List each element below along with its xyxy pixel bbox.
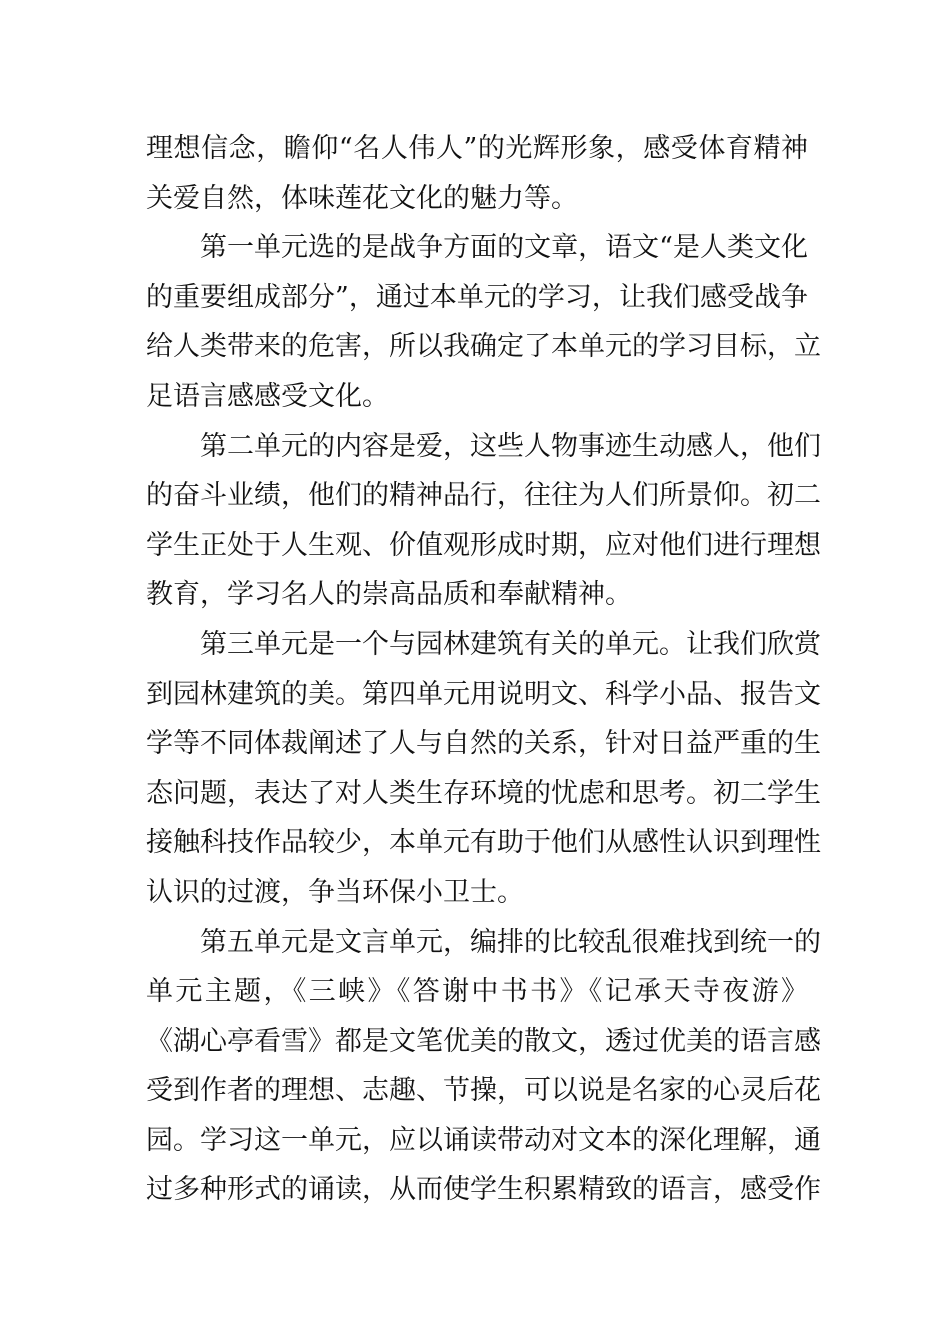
text-line: 受到作者的理想、志趣、节操，可以说是名家的心灵后花 <box>146 1075 821 1107</box>
text-line: 园。学习这一单元，应以诵读带动对文本的深化理解，通 <box>146 1124 821 1156</box>
text-line: 认识的过渡，争当环保小卫士。 <box>146 876 524 908</box>
text-line: 单元主题，《三峡》《答谢中书书》《记承天寺夜游》 <box>146 976 808 1008</box>
text-line: 的重要组成部分”，通过本单元的学习，让我们感受战争 <box>146 281 808 313</box>
text-line: 理想信念，瞻仰“名人伟人”的光辉形象，感受体育精神 <box>146 133 808 164</box>
text-line: 给人类带来的危害，所以我确定了本单元的学习目标，立 <box>146 331 821 363</box>
text-line: 到园林建筑的美。第四单元用说明文、科学小品、报告文 <box>146 678 821 710</box>
text-line: 足语言感感受文化。 <box>146 380 389 412</box>
paragraph-first-line: 第二单元的内容是爱，这些人物事迹生动感人，他们 <box>200 430 821 462</box>
text-line: 过多种形式的诵读，从而使学生积累精致的语言，感受作 <box>146 1174 821 1206</box>
text-line: 学生正处于人生观、价值观形成时期，应对他们进行理想 <box>146 529 821 561</box>
paragraph-first-line: 第五单元是文言单元，编排的比较乱很难找到统一的 <box>200 926 821 958</box>
text-line: 的奋斗业绩，他们的精神品行，往往为人们所景仰。初二 <box>146 480 821 512</box>
text-line: 教育，学习名人的崇高品质和奉献精神。 <box>146 579 632 611</box>
text-line: 关爱自然，体味莲花文化的魅力等。 <box>146 182 578 214</box>
text-line: 《湖心亭看雪》都是文笔优美的散文，透过优美的语言感 <box>146 1025 821 1057</box>
text-line: 学等不同体裁阐述了人与自然的关系，针对日益严重的生 <box>146 728 821 760</box>
paragraph-first-line: 第三单元是一个与园林建筑有关的单元。让我们欣赏 <box>200 628 821 660</box>
paragraph-first-line: 第一单元选的是战争方面的文章，语文“是人类文化 <box>200 232 808 264</box>
body-text <box>146 124 821 1215</box>
text-line: 接触科技作品较少，本单元有助于他们从感性认识到理性 <box>146 827 821 859</box>
text-line: 态问题，表达了对人类生存环境的忧虑和思考。初二学生 <box>146 777 821 809</box>
